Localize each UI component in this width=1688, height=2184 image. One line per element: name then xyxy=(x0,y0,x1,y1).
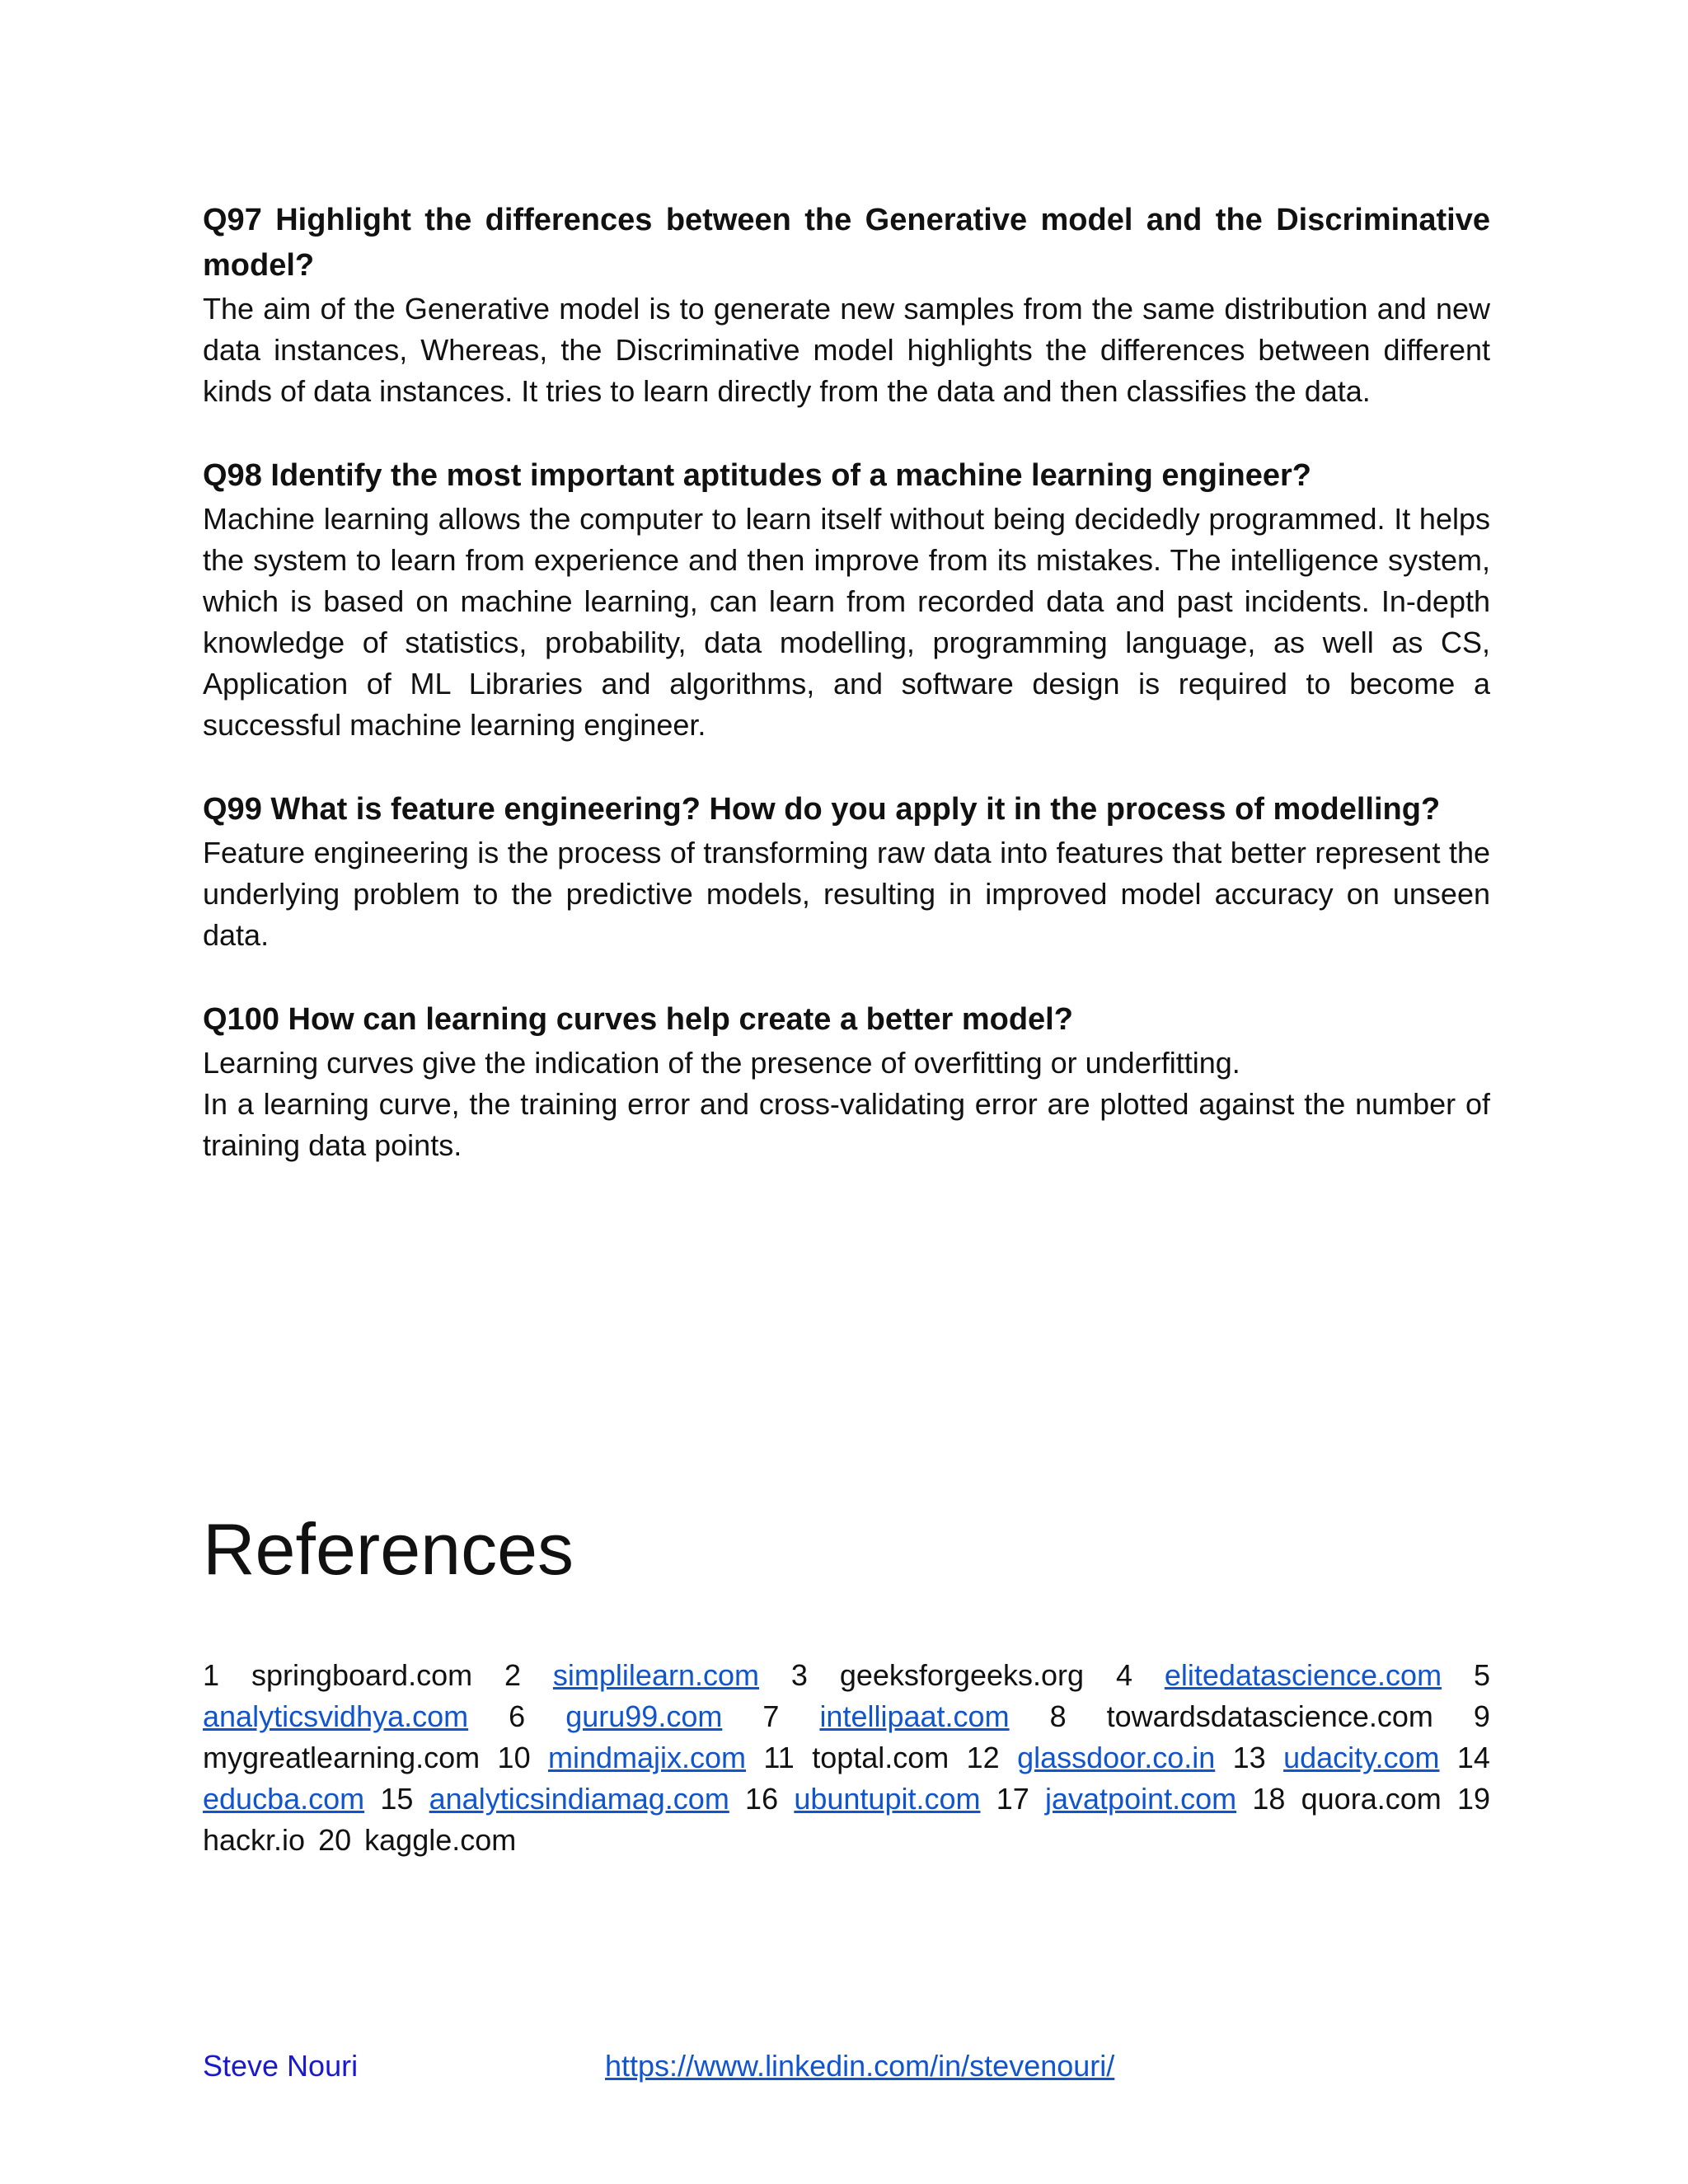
reference-link[interactable]: guru99.com xyxy=(565,1699,723,1733)
answer-text xyxy=(203,288,1490,412)
qa-item-q97 xyxy=(203,198,1490,412)
reference-number: 6 xyxy=(509,1699,526,1733)
footer-linkedin-link[interactable]: https://www.linkedin.com/in/stevenouri/ xyxy=(605,2049,1115,2083)
reference-link[interactable]: educba.com xyxy=(203,1782,365,1816)
reference-number: 20 xyxy=(318,1823,352,1857)
reference-number: 12 xyxy=(966,1741,1000,1774)
reference-number: 18 xyxy=(1252,1782,1286,1816)
reference-site: geeksforgeeks.org xyxy=(839,1658,1085,1692)
answer-paragraph: The aim of the Generative model is to generate new samples from the same distribution and new data instances, Whereas, the Discriminative model highlights the differences between different kinds of data instances. It tries to learn directly from the data and then classifies the data. xyxy=(203,292,1490,408)
reference-link[interactable]: analyticsvidhya.com xyxy=(203,1699,469,1733)
qa-item-q98 xyxy=(203,453,1490,746)
question-title: Q99 What is feature engineering? How do you apply it in the process of modelling? xyxy=(203,792,1441,827)
reference-number: 3 xyxy=(790,1658,808,1692)
reference-number: 2 xyxy=(504,1658,522,1692)
reference-number: 14 xyxy=(1456,1741,1490,1774)
question-title: Q100 How can learning curves help create a better model? xyxy=(203,1002,1073,1037)
answer-paragraph: Machine learning allows the computer to learn itself without being decidedly programmed. It helps the system to learn from experience and then improve from its mistakes. The intelligence system, which is based on machine learning, can learn from recorded data and past incidents. In-depth knowledge of statistics, probability, data modelling, programming language, as well as CS, Application of ML Libraries and algorithms, and software design is required to become a successful machine learning engineer. xyxy=(203,502,1490,742)
reference-number: 13 xyxy=(1232,1741,1266,1774)
reference-link[interactable]: udacity.com xyxy=(1283,1741,1440,1774)
reference-site: kaggle.com xyxy=(364,1823,517,1857)
reference-number: 7 xyxy=(762,1699,780,1733)
reference-number: 5 xyxy=(1473,1658,1490,1692)
reference-number: 19 xyxy=(1456,1782,1491,1816)
reference-link[interactable]: intellipaat.com xyxy=(819,1699,1010,1733)
reference-link[interactable]: javatpoint.com xyxy=(1045,1782,1237,1816)
question-title: Q97 Highlight the differences between the Generative model and the Discriminative model? xyxy=(203,203,1490,283)
qa-item-q100 xyxy=(203,997,1490,1166)
answer-text xyxy=(203,1043,1490,1166)
answer-paragraph: Learning curves give the indication of the presence of overfitting or underfitting. xyxy=(203,1046,1240,1080)
reference-site: hackr.io xyxy=(203,1823,306,1857)
reference-number: 8 xyxy=(1049,1699,1067,1733)
reference-number: 11 xyxy=(763,1741,795,1774)
reference-number: 16 xyxy=(745,1782,779,1816)
reference-number: 15 xyxy=(380,1782,414,1816)
reference-link[interactable]: ubuntupit.com xyxy=(794,1782,981,1816)
answer-paragraph: In a learning curve, the training error and cross-validating error are plotted against the number of training data points. xyxy=(203,1087,1490,1162)
reference-number: 17 xyxy=(996,1782,1029,1816)
reference-number: 10 xyxy=(497,1741,531,1774)
reference-site: quora.com xyxy=(1301,1782,1442,1816)
reference-site: toptal.com xyxy=(812,1741,950,1774)
reference-number: 9 xyxy=(1473,1699,1490,1733)
qa-item-q99 xyxy=(203,787,1490,956)
answer-text xyxy=(203,499,1490,746)
qa-section xyxy=(203,198,1490,1207)
reference-number: 1 xyxy=(203,1658,220,1692)
reference-link[interactable]: mindmajix.com xyxy=(547,1741,747,1774)
reference-site: mygreatlearning.com xyxy=(203,1741,481,1774)
footer-author: Steve Nouri xyxy=(203,2049,359,2083)
reference-link[interactable]: analyticsindiamag.com xyxy=(429,1782,729,1816)
reference-link[interactable]: glassdoor.co.in xyxy=(1017,1741,1216,1774)
reference-number: 4 xyxy=(1115,1658,1132,1692)
answer-paragraph: Feature engineering is the process of transforming raw data into features that better represent the underlying problem to the predictive models, resulting in improved model accuracy on unseen data. xyxy=(203,836,1490,952)
reference-site: towardsdatascience.com xyxy=(1106,1699,1433,1733)
reference-link[interactable]: elitedatascience.com xyxy=(1164,1658,1442,1692)
references-heading: References xyxy=(203,1508,574,1590)
question-title: Q98 Identify the most important aptitudes of a machine learning engineer? xyxy=(203,458,1311,493)
reference-link[interactable]: simplilearn.com xyxy=(552,1658,759,1692)
answer-text xyxy=(203,832,1490,956)
reference-site: springboard.com xyxy=(251,1658,473,1692)
references-list xyxy=(203,1655,1490,1861)
